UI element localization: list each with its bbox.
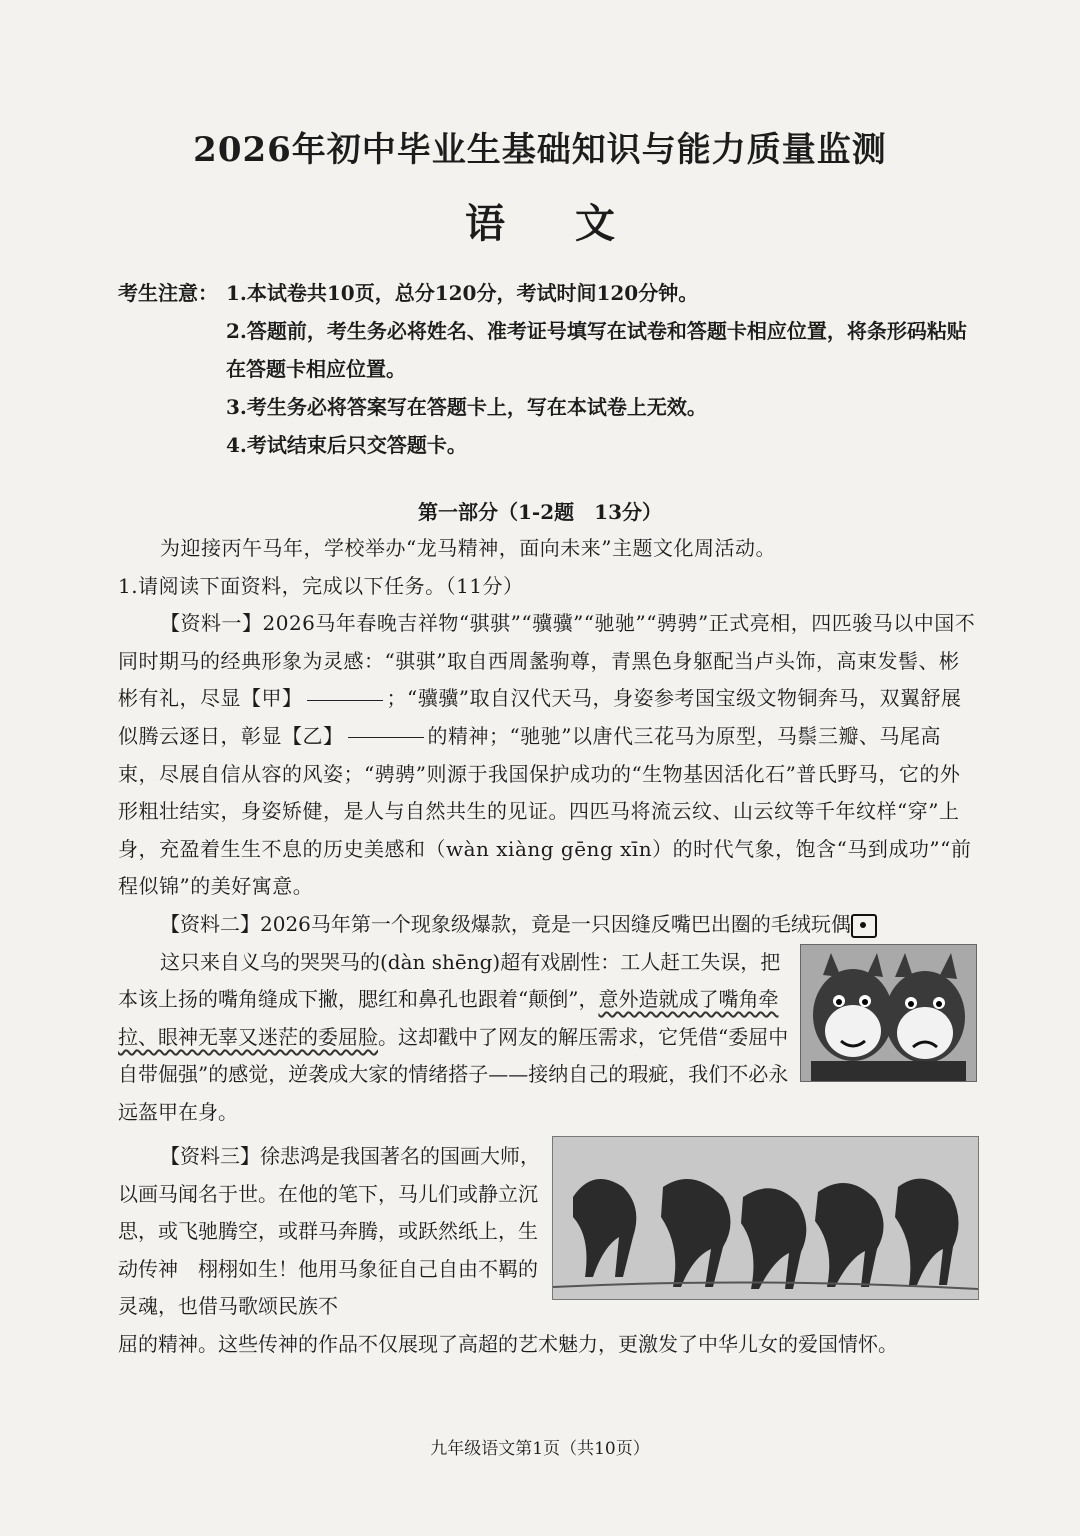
galloping-horses-illustration bbox=[553, 1137, 978, 1299]
material-3-tail bbox=[118, 1326, 978, 1364]
material-2-part-b: 。这却戳中了网友的解压需求，它凭借“委屈中自带倔强”的感觉，逆袭成大家的情绪搭子——接纳自己的瑕疵，我们不必永远盔甲在身。 bbox=[118, 1024, 789, 1124]
section-body bbox=[118, 530, 978, 906]
material-2-first-line bbox=[118, 906, 978, 944]
camera-icon bbox=[851, 914, 877, 938]
notice-item: 1.本试卷共10页，总分120分，考试时间120分钟。 bbox=[226, 281, 699, 305]
crying-horse-toy-illustration bbox=[801, 945, 976, 1081]
material-3-body: 【资料三】徐悲鸿是我国著名的国画大师，以画马闻名于世。在他的笔下，马儿们或静立沉思，或飞驰腾空，或群马奔腾，或跃然纸上，生动传神 栩栩如生！他用马象征自己自由不羁的灵魂，也借马歌颂民族不 bbox=[118, 1144, 540, 1319]
section-title: 第一部分（1-2题 13分） bbox=[418, 500, 662, 524]
material-3-conclusion: 屈的精神。这些传神的作品不仅展现了高超的艺术魅力，更激发了中华儿女的爱国情怀。 bbox=[118, 1332, 898, 1356]
section-intro: 为迎接丙午马年，学校举办“龙马精神，面向未来”主题文化周活动。 bbox=[160, 536, 776, 560]
material-2-part-a: 这只来自义乌的哭哭马的(dàn shēng)超有戏剧性：工人赶工失误，把本该上扬的嘴角缝成下撇，腮红和鼻孔也跟着“颠倒”， bbox=[118, 949, 781, 1012]
material-1-part-b: ；“骥骥”取自汉代天马，身姿参考国宝级文物铜奔马，双翼舒展似腾云逐日，彰显【乙】 bbox=[118, 686, 962, 748]
material-2-body bbox=[118, 944, 798, 1132]
question-1: 1.请阅读下面资料，完成以下任务。（11分） bbox=[118, 573, 524, 598]
wavy-underlined-sentence: 意外造就成了嘴角牵拉、眼神无辜又迷茫的委屈脸 bbox=[118, 987, 779, 1049]
notice-item: 3.考生务必将答案写在答题卡上，写在本试卷上无效。 bbox=[226, 395, 707, 419]
notice-item: 4.考试结束后只交答题卡。 bbox=[226, 433, 467, 457]
notice-item: 2.答题前，考生务必将姓名、准考证号填写在试卷和答题卡相应位置，将条形码粘贴在答题卡相应位置。 bbox=[226, 319, 967, 381]
material-1-part-a: 【资料一】2026马年春晚吉祥物“骐骐”“骥骥”“驰驰”“骋骋”正式亮相，四匹骏马以中国不同时期马的经典形象为灵感：“骐骐”取自西周盠驹尊，青黑色身躯配当卢头饰，高束发髻、彬彬有礼，尽显【甲】 bbox=[118, 611, 976, 711]
blank-yi bbox=[348, 736, 424, 738]
subject-title: 语文 bbox=[465, 200, 685, 247]
page-footer: 九年级语文第1页（共10页） bbox=[430, 1439, 650, 1459]
notice-items bbox=[226, 274, 978, 464]
material-1-part-c: 的精神；“驰驰”以唐代三花马为原型，马鬃三瓣、马尾高束，尽展自信从容的风姿；“骋骋”则源于我国保护成功的“生物基因活化石”普氏野马，它的外形粗壮结实，身姿矫健，是人与自然共生的见证。四匹马将流云纹、山云纹等千年纹样“穿”上身，充盈着生生不息的历史美感和（wàn xiàng gēng xīn）的时代气象，饱含“马到成功”“前程似锦”的美好寓意。 bbox=[118, 723, 972, 899]
material-2-heading: 【资料二】2026马年第一个现象级爆款，竟是一只因缝反嘴巴出圈的毛绒玩偶 bbox=[160, 912, 851, 936]
exam-notice bbox=[118, 274, 978, 464]
crying-horse-toy-photo bbox=[800, 944, 977, 1082]
exam-title: 2026年初中毕业生基础知识与能力质量监测 bbox=[193, 130, 887, 170]
xu-beihong-horses-painting bbox=[552, 1136, 979, 1300]
notice-label: 考生注意： bbox=[118, 281, 218, 305]
material-1 bbox=[118, 605, 978, 906]
blank-jia bbox=[307, 699, 383, 701]
